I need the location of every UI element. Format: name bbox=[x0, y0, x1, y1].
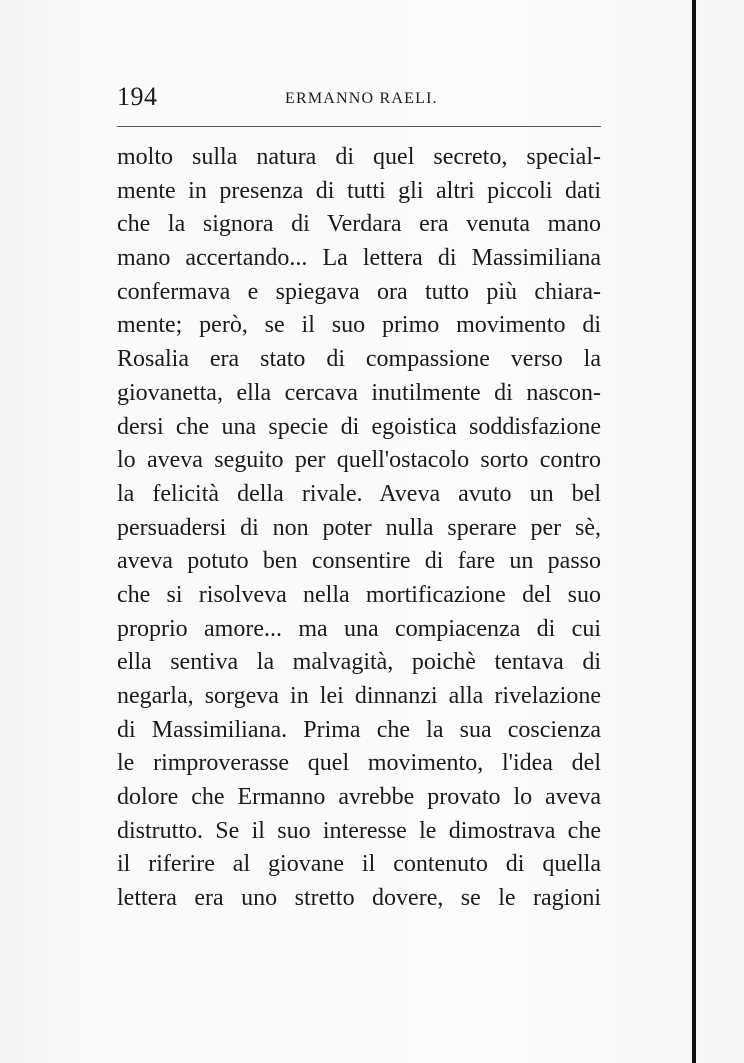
text-line: molto sulla natura di quel secreto, special- bbox=[117, 144, 601, 170]
text-line: che si risolveva nella mortificazione del suo bbox=[117, 581, 601, 608]
text-line: mano accertando... La lettera di Massimiliana bbox=[117, 245, 601, 272]
text-line: lo aveva seguito per quell'ostacolo sorto contro bbox=[117, 447, 601, 474]
text-line: le rimproverasse quel movimento, l'idea del bbox=[117, 750, 601, 777]
page-edge bbox=[692, 0, 696, 1063]
text-line: confermava e spiegava ora tutto più chiara- bbox=[117, 278, 601, 305]
text-line: Rosalia era stato di compassione verso la bbox=[117, 346, 601, 373]
text-line: lettera era uno stretto dovere, se le ragioni bbox=[117, 885, 601, 912]
text-line: mente; però, se il suo primo movimento di bbox=[117, 312, 601, 339]
text-line: giovanetta, ella cercava inutilmente di nascon- bbox=[117, 379, 601, 406]
text-line: la felicità della rivale. Aveva avuto un bel bbox=[117, 480, 601, 507]
header-rule bbox=[117, 126, 601, 127]
text-line: dersi che una specie di egoistica soddisfazione bbox=[117, 413, 601, 440]
text-line: aveva potuto ben consentire di fare un passo bbox=[117, 548, 601, 575]
text-line: negarla, sorgeva in lei dinnanzi alla rivelazione bbox=[117, 683, 601, 709]
page-header bbox=[117, 82, 601, 112]
text-line: proprio amore... ma una compiacenza di cui bbox=[117, 615, 601, 642]
text-line: mente in presenza di tutti gli altri piccoli dati bbox=[117, 177, 601, 204]
text-line: il riferire al giovane il contenuto di quella bbox=[117, 851, 601, 878]
page-number: 194 bbox=[117, 82, 158, 111]
text-line: ella sentiva la malvagità, poichè tentava di bbox=[117, 649, 601, 676]
running-title: ERMANNO RAELI. bbox=[285, 90, 438, 107]
text-line: distrutto. Se il suo interesse le dimostrava che bbox=[117, 817, 601, 844]
text-line: dolore che Ermanno avrebbe provato lo aveva bbox=[117, 784, 601, 811]
text-line: che la signora di Verdara era venuta mano bbox=[117, 211, 601, 238]
text-line: di Massimiliana. Prima che la sua coscienza bbox=[117, 716, 601, 743]
text-line: persuadersi di non poter nulla sperare per sè, bbox=[117, 514, 601, 541]
body-text bbox=[117, 141, 601, 916]
